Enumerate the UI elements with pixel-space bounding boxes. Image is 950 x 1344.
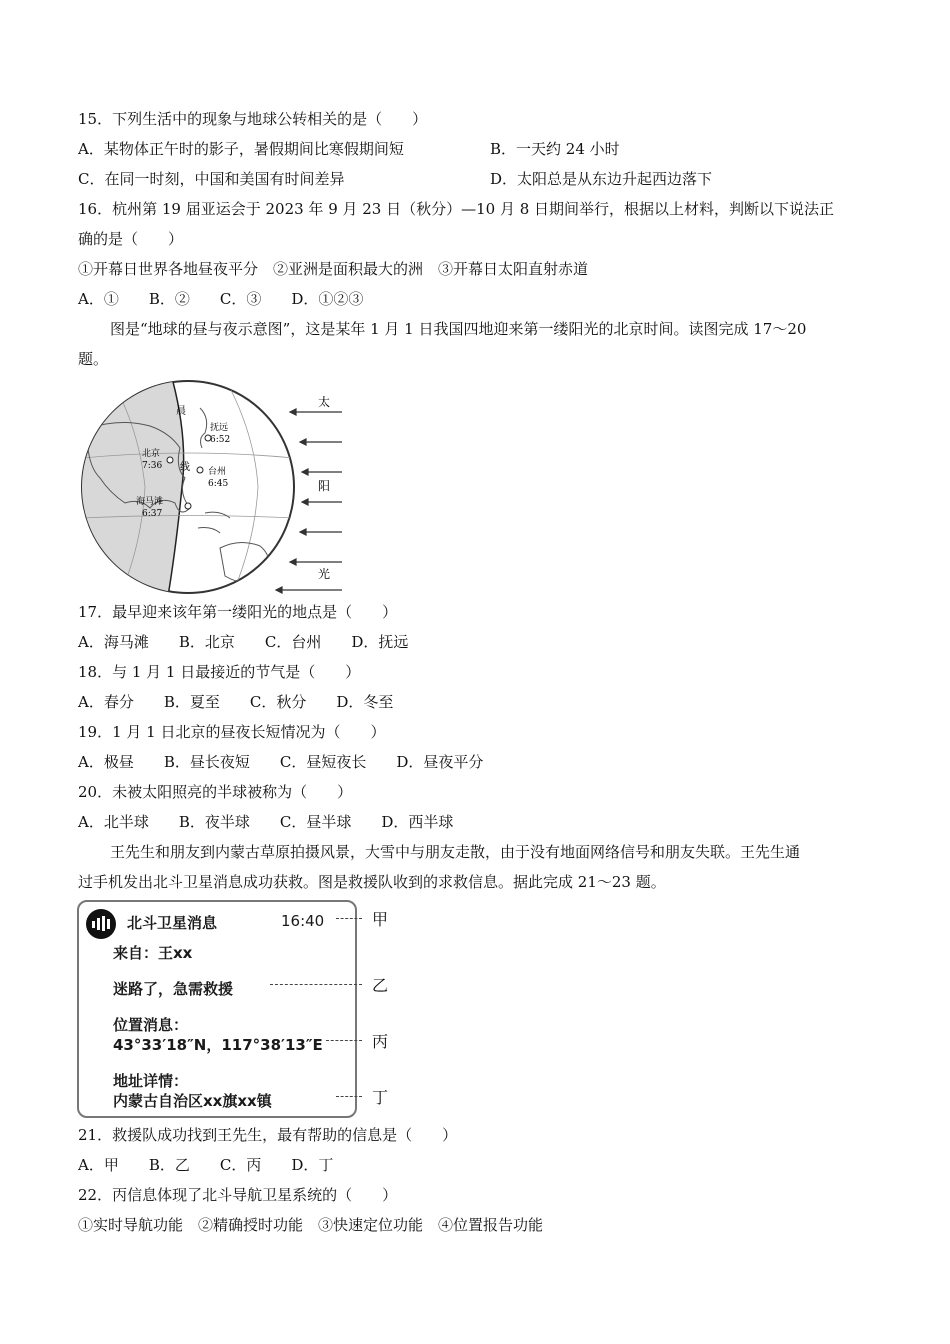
taizhou-marker: [197, 467, 203, 473]
q16-statements: ①开幕日世界各地昼夜平分 ②亚洲是面积最大的洲 ③开幕日太阳直射赤道: [78, 260, 589, 278]
q21-stem: 21．救援队成功找到王先生，最有帮助的信息是（ ）: [78, 1126, 458, 1144]
leader-ding: [336, 1096, 362, 1097]
q18-options: A．春分 B．夏至 C．秋分 D．冬至: [78, 693, 394, 711]
q18-stem: 18．与 1 月 1 日最接近的节气是（ ）: [78, 663, 361, 681]
leader-bing: [326, 1040, 362, 1041]
position-value: 43°33′18″N，117°38′13″E: [113, 1036, 323, 1054]
q22-stem: 22．丙信息体现了北斗导航卫星系统的（ ）: [78, 1186, 398, 1204]
label-taizhou-time: 6:45: [208, 479, 229, 489]
q15-stem: 15．下列生活中的现象与地球公转相关的是（ ）: [78, 110, 428, 128]
q20-options: A．北半球 B．夜半球 C．昼半球 D．西半球: [78, 813, 454, 831]
q16-options: A．① B．② C．③ D．①②③: [78, 290, 364, 308]
passage2-line1: 王先生和朋友到内蒙古草原拍摄风景，大雪中与朋友走散，由于没有地面网络信号和朋友失联。王先生通: [110, 843, 801, 861]
address-value: 内蒙古自治区xx旗xx镇: [113, 1092, 272, 1110]
q19-stem: 19．1 月 1 日北京的昼夜长短情况为（ ）: [78, 723, 386, 741]
message-time: 16:40: [281, 912, 325, 930]
q15-option-c: C．在同一时刻，中国和美国有时间差异: [78, 170, 345, 188]
leader-yi: [270, 984, 362, 985]
passage1-line1: 图是“地球的昼与夜示意图”，这是某年 1 月 1 日我国四地迎来第一缕阳光的北京时间。读图完成 17～20: [110, 320, 807, 338]
leader-jia: [336, 918, 362, 919]
marker-yi: 乙: [372, 976, 389, 995]
passage2-line2: 过手机发出北斗卫星消息成功获救。图是救援队收到的求救信息。据此完成 21～23 题。: [78, 873, 666, 891]
q20-stem: 20．未被太阳照亮的半球被称为（ ）: [78, 783, 353, 801]
message-content: 迷路了，急需救援: [113, 980, 234, 998]
q19-options: A．极昼 B．昼长夜短 C．昼短夜长 D．昼夜平分: [78, 753, 484, 771]
marker-bing: 丙: [372, 1032, 389, 1051]
sun-char-1: 太: [318, 395, 331, 409]
q15-option-b: B．一天约 24 小时: [490, 140, 620, 158]
q15-option-a: A．某物体正午时的影子，暑假期间比寒假期间短: [78, 140, 404, 158]
label-chen: 晨: [176, 406, 186, 417]
passage1-line2: 题。: [78, 350, 109, 368]
app-title: 北斗卫星消息: [127, 914, 218, 932]
label-beijing-time: 7:36: [142, 461, 163, 471]
label-haimatan-time: 6:37: [142, 509, 163, 519]
sun-char-3: 光: [318, 567, 331, 581]
q17-stem: 17．最早迎来该年第一缕阳光的地点是（ ）: [78, 603, 398, 621]
q22-statements: ①实时导航功能 ②精确授时功能 ③快速定位功能 ④位置报告功能: [78, 1216, 544, 1234]
globe-diagram: [80, 378, 350, 596]
message-from: 来自：王xx: [113, 944, 193, 962]
label-fushun-name: 抚远: [210, 423, 229, 433]
marker-ding: 丁: [372, 1088, 389, 1107]
label-xian: 线: [180, 462, 190, 473]
label-beijing-name: 北京: [142, 449, 161, 459]
satellite-icon: [85, 908, 117, 940]
haimatan-marker: [185, 503, 191, 509]
q21-options: A．甲 B．乙 C．丙 D．丁: [78, 1156, 334, 1174]
q17-options: A．海马滩 B．北京 C．台州 D．抚远: [78, 633, 409, 651]
beidou-message-figure: [74, 898, 404, 1122]
q16-stem-line2: 确的是（ ）: [78, 230, 184, 248]
marker-jia: 甲: [372, 910, 389, 929]
position-label: 位置消息：: [113, 1016, 189, 1034]
q16-stem-line1: 16．杭州第 19 届亚运会于 2023 年 9 月 23 日（秋分）—10 月 8 日期间举行，根据以上材料，判断以下说法正: [78, 200, 835, 218]
label-haimatan-name: 海马滩: [136, 497, 164, 507]
label-fushun-time: 6:52: [210, 435, 231, 445]
message-card: [77, 900, 357, 1118]
day-night-globe-figure: [80, 378, 350, 596]
q15-option-d: D．太阳总是从东边升起西边落下: [490, 170, 713, 188]
beijing-marker: [167, 457, 173, 463]
sun-char-2: 阳: [318, 479, 331, 493]
label-taizhou-name: 台州: [208, 467, 227, 477]
address-label: 地址详情：: [113, 1072, 189, 1090]
